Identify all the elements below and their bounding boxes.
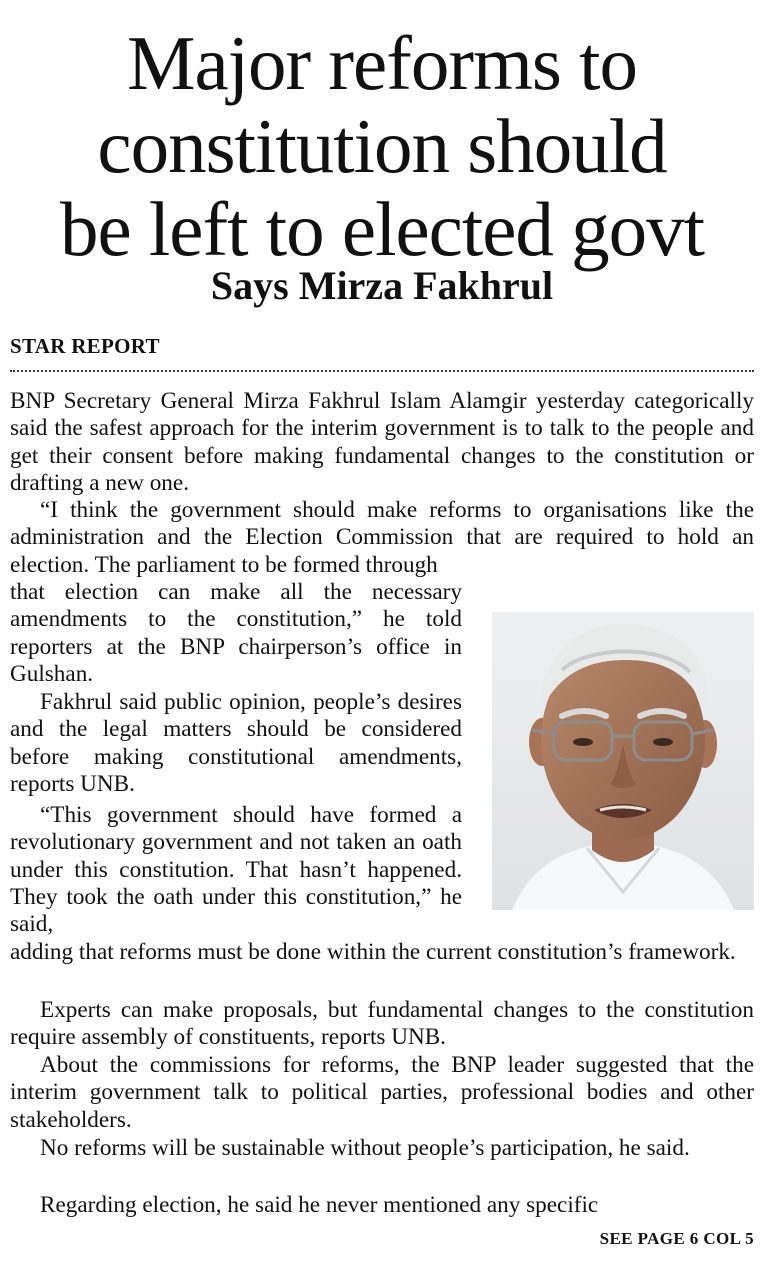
headline <box>0 22 764 271</box>
dotted-divider <box>10 370 754 372</box>
continued-on-line: SEE PAGE 6 COL 5 <box>599 1229 754 1248</box>
article-paragraph: “This government should have formed a revolutionary government and not taken an oath under this constitution. That hasn’t happened. They took the oath under this constitution,” he said, <box>10 802 462 938</box>
article-paragraph: BNP Secretary General Mirza Fakhrul Islam Alamgir yesterday categorically said the safest approach for the interim government is to talk to the people and get their consent before making fundamental changes to the constitution or drafting a new one. <box>10 388 754 496</box>
article-paragraph: “I think the government should make reforms to organisations like the administration and the Election Commission that are required to hold an election. The parliament to be formed through <box>10 497 754 578</box>
article-paragraph: About the commissions for reforms, the BNP leader suggested that the interim government talk to political parties, professional bodies and other stakeholders. <box>10 1052 754 1133</box>
article-paragraph: Experts can make proposals, but fundamental changes to the constitution require assembly of constituents, reports UNB. <box>10 997 754 1051</box>
portrait-illustration <box>492 612 754 910</box>
headline-line: be left to elected govt <box>59 186 705 272</box>
article-paragraph: Regarding election, he said he never mentioned any specific <box>40 1192 599 1218</box>
article-paragraph: adding that reforms must be done within the current constitution’s framework. <box>10 939 736 965</box>
headline-line: Major reforms to <box>126 20 638 106</box>
subheadline: Says Mirza Fakhrul <box>210 263 554 308</box>
portrait-photo <box>492 612 754 910</box>
article-paragraph: that election can make all the necessary amendments to the constitution,” he told reporters at the BNP chairperson’s office in Gulshan. <box>10 579 462 687</box>
article-paragraph: No reforms will be sustainable without people’s participation, he said. <box>40 1135 690 1161</box>
article-paragraph: Fakhrul said public opinion, people’s desires and the legal matters should be considered before making constitutional amendments, reports UNB. <box>10 689 462 797</box>
byline: STAR REPORT <box>10 334 160 358</box>
headline-line: constitution should <box>97 103 667 189</box>
